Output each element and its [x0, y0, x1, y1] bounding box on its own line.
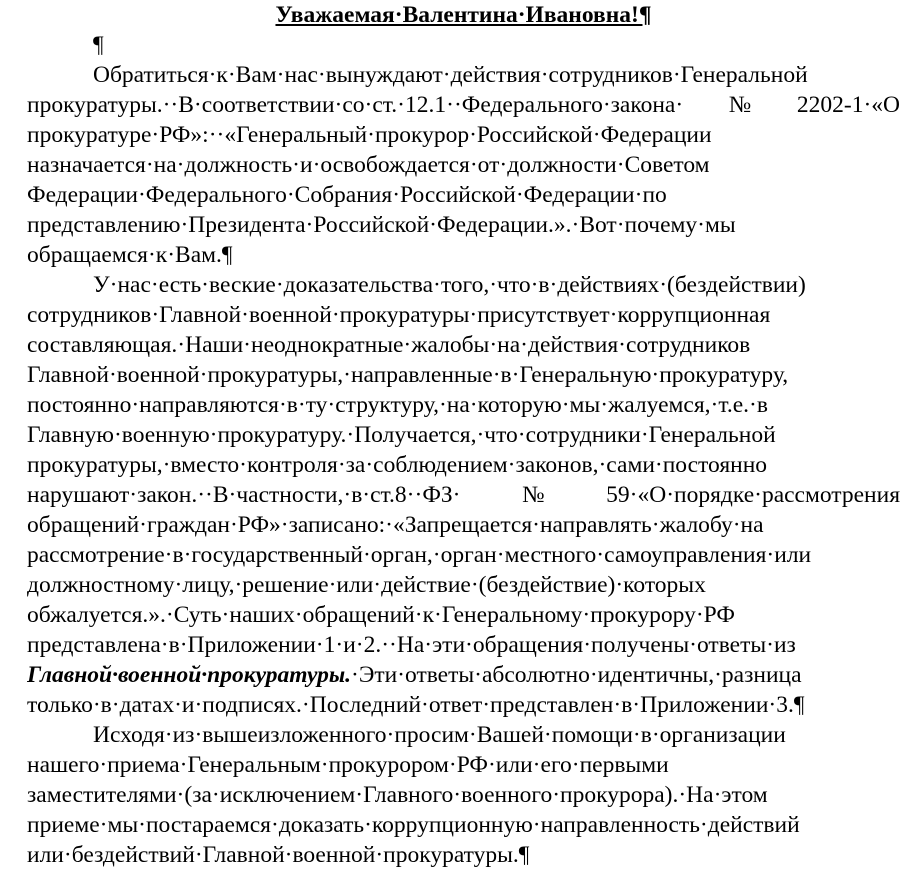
- paragraph-2: [27, 270, 900, 720]
- text-line: нашего·приема·Генеральным·прокурором·РФ·или·его·первыми: [27, 752, 669, 778]
- emphasized-text: Главной·военной·прокуратуры.: [27, 662, 351, 688]
- text-line: приеме·мы·постараемся·доказать·коррупционную·направленность·действий: [27, 812, 800, 838]
- text-line: обращаемся·к·Вам.¶: [27, 242, 233, 268]
- text-line: Главной·военной·прокуратуры,·направленные·в·Генеральную·прокуратуру,: [27, 362, 789, 388]
- text-line: обжалуется.».·Суть·наших·обращений·к·Генеральному·прокурору·РФ: [27, 602, 735, 628]
- text-line: Обратиться·к·Вам·нас·вынуждают·действия·сотрудников·Генеральной: [93, 62, 808, 88]
- text-line: прокуратуре·РФ»:··«Генеральный·прокурор·Российской·Федерации: [27, 122, 712, 148]
- text-line: прокуратуры,·вместо·контроля·за·соблюдением·законов,·сами·постоянно: [27, 452, 768, 478]
- empty-paragraph-mark: ¶: [93, 32, 104, 58]
- text-line: только·в·датах·и·подписях.·Последний·ответ·представлен·в·Приложении·3.¶: [27, 692, 805, 718]
- text-line: сотрудников·Главной·военной·прокуратуры·присутствует·коррупционная: [27, 302, 771, 328]
- document-page[interactable]: [27, 0, 900, 869]
- paragraph-1: [27, 60, 900, 270]
- text-line: представлению·Президента·Российской·Федерации.».·Вот·почему·мы: [27, 212, 736, 238]
- text-line: должностному·лицу,·решение·или·действие·(бездействие)·которых: [27, 572, 706, 598]
- text-line: рассмотрение·в·государственный·орган,·орган·местного·самоуправления·или: [27, 542, 812, 568]
- text-line: заместителями·(за·исключением·Главного·военного·прокурора).·На·этом: [27, 782, 768, 808]
- text-line: Исходя·из·вышеизложенного·просим·Вашей·помощи·в·организации: [93, 722, 786, 748]
- text-span: ·Эти·ответы·абсолютно·идентичны,·разница: [351, 662, 802, 688]
- text-line: назначается·на·должность·и·освобождается·от·должности·Советом: [27, 152, 710, 178]
- text-line: прокуратуры.··В·соответствии·со·ст.·12.1··Федерального·закона·№2202-1·«О: [27, 92, 900, 118]
- text-line: Главную·военную·прокуратуру.·Получается,·что·сотрудники·Генеральной: [27, 422, 776, 448]
- paragraph-3: [27, 720, 900, 870]
- text-line: нарушают·закон.··В·частности,·в·ст.8··ФЗ·№59·«О·порядке·рассмотрения: [27, 482, 900, 508]
- text-line: Федерации·Федерального·Собрания·Российской·Федерации·по: [27, 182, 667, 208]
- text-line: представлена·в·Приложении·1·и·2.··На·эти·обращения·получены·ответы·из: [27, 632, 796, 658]
- text-line: У·нас·есть·веские·доказательства·того,·что·в·действиях·(бездействии): [93, 272, 806, 298]
- letter-greeting: Уважаемая·Валентина·Ивановна!¶: [275, 2, 652, 28]
- text-line: постоянно·направляются·в·ту·структуру,·на·которую·мы·жалуемся,·т.е.·в: [27, 392, 768, 418]
- text-line-emphasis: [27, 660, 900, 690]
- text-line: составляющая.·Наши·неоднократные·жалобы·на·действия·сотрудников: [27, 332, 751, 358]
- text-line: обращений·граждан·РФ»·записано:·«Запрещается·направлять·жалобу·на: [27, 512, 764, 538]
- text-line: или·бездействий·Главной·военной·прокуратуры.¶: [27, 842, 530, 868]
